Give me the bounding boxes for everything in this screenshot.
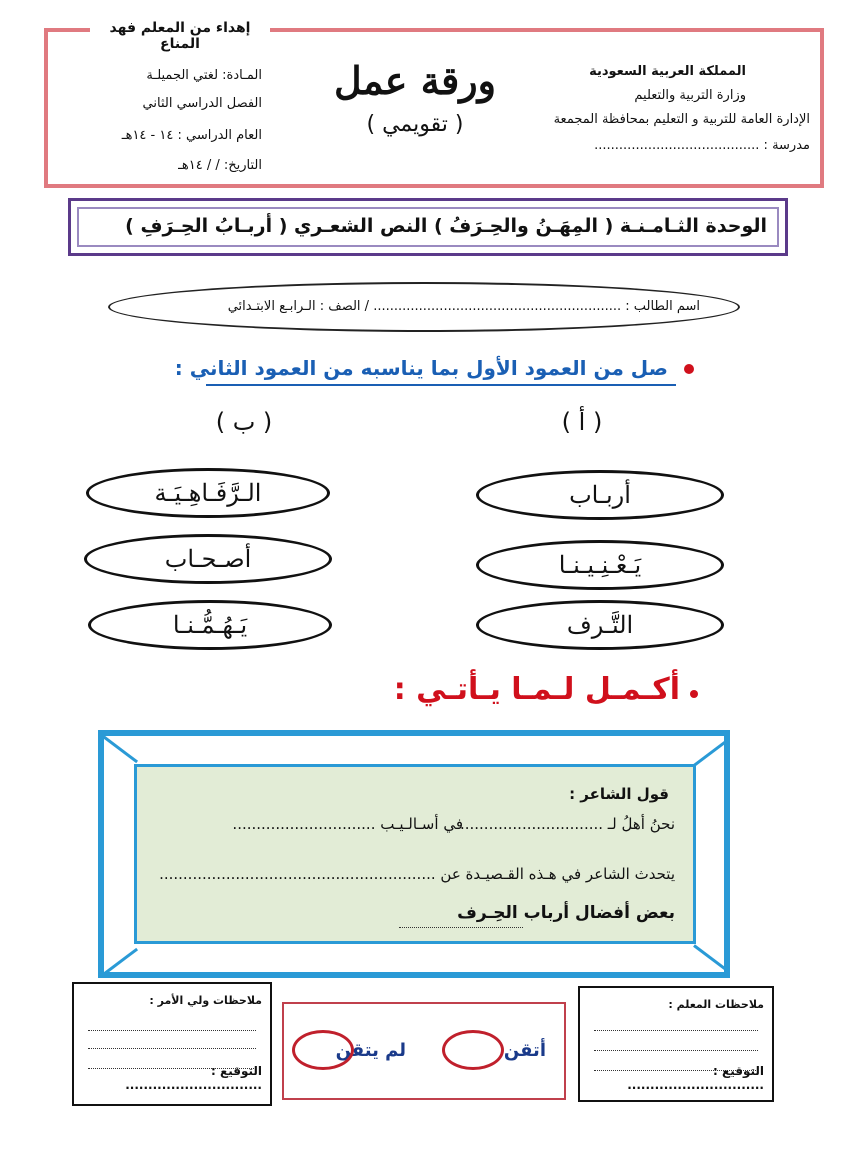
worksheet-title: ورقة عمل [334,58,496,103]
parent-notes-title: ملاحظات ولي الأمر : [149,994,262,1007]
note-line[interactable] [594,1030,758,1031]
mastery-box [282,1002,566,1100]
header-semester: الفصل الدراسي الثاني [142,96,262,111]
q2-title: أكـمـل لـمـا يـأتـي : [393,672,680,707]
col-a-item-3[interactable]: التَّـرف [476,600,724,650]
blank-line-2[interactable]: يتحدث الشاعر في هـذه القـصيـدة عن .......................................................... [159,865,675,883]
note-line[interactable] [88,1030,256,1031]
header-date: التاريخ: / / ١٤هـ [178,158,262,173]
col-a-header: ( أ ) [561,408,603,436]
mastered-label: أتقن [503,1040,546,1061]
header-directorate: الإدارة العامة للتربية و التعليم بمحافظة المجمعة [553,112,810,127]
bullet-icon [684,364,694,374]
header-ministry: وزارة التربية والتعليم [634,88,746,103]
parent-notes-box [72,982,272,1106]
blank-line-1b[interactable]: في أسـالـيـب .............................. [232,815,463,833]
col-b-header: ( ب ) [215,408,273,436]
header-subject: المـادة: لغتي الجميلـة [146,68,262,83]
q1-underline [206,384,676,386]
answer-text: بعض أفضال أرباب الحِـرف [457,903,675,923]
col-b-item-2[interactable]: أصـحـاب [84,534,332,584]
col-b-item-1[interactable]: الـرَّفَـاهِـيَـة [86,468,330,518]
bullet-icon [690,690,698,698]
student-name-line[interactable]: اسم الطالب : ............................................................ / الصف : الـرابـع الابتـدائي [227,299,700,314]
answer-dots [399,927,523,928]
teacher-notes-box [578,986,774,1102]
header-country: المملكة العربية السعودية [589,64,746,79]
answer-frame-inner [134,764,696,944]
unit-title-box [68,198,788,256]
parent-signature[interactable]: التوقيع : .............................. [125,1064,262,1092]
header-year: العام الدراسي : ١٤ - ١٤هـ [121,128,262,143]
poet-label: قول الشاعر : [569,785,669,803]
unit-title: الوحدة الثـامـنـة ( المِهَـنُ والحِـرَفُ ) النص الشعـري ( أربـابُ الحِـرَفِ ) [125,215,767,237]
col-a-item-1[interactable]: أربـاب [476,470,724,520]
note-line[interactable] [88,1048,256,1049]
col-b-item-3[interactable]: يَـهُـمُّـنـا [88,600,332,650]
header-school: مدرسة : ........................................ [594,138,810,153]
not-mastered-circle[interactable] [292,1030,354,1070]
student-info-oval [108,282,740,332]
col-a-item-2[interactable]: يَـعْـنِـيـنـا [476,540,724,590]
unit-title-inner-border [77,207,779,247]
q1-title: صل من العمود الأول بما يناسبه من العمود الثاني : [174,356,668,380]
teacher-notes-title: ملاحظات المعلم : [668,998,764,1011]
worksheet-subtitle: ( تقويمي ) [366,112,464,137]
note-line[interactable] [594,1050,758,1051]
gift-label: إهداء من المعلم فهد المناع [90,20,270,42]
mastered-circle[interactable] [442,1030,504,1070]
blank-line-1a[interactable]: نحنُ أهلُ لـ .............................. [459,815,675,833]
teacher-signature[interactable]: التوقيع : .............................. [627,1064,764,1092]
not-mastered-label: لم يتقن [335,1040,406,1061]
